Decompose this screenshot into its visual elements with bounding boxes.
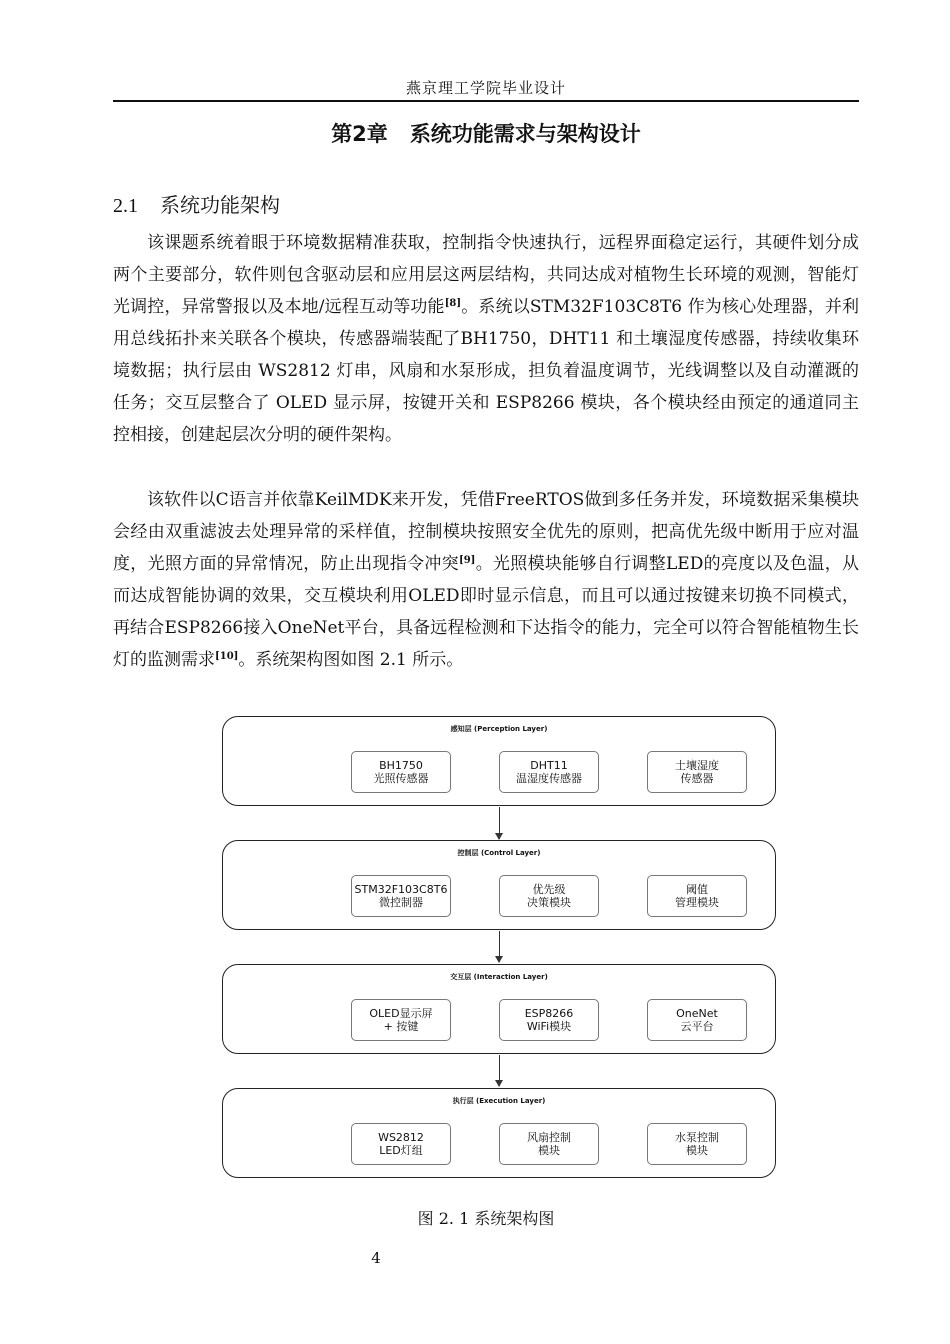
module-line: WS2812	[378, 1131, 424, 1144]
module-line: 管理模块	[675, 896, 719, 909]
module-box	[499, 1123, 599, 1165]
section-heading	[113, 189, 280, 218]
module-line: OLED显示屏	[369, 1007, 433, 1020]
module-box	[647, 999, 747, 1041]
architecture-diagram	[222, 716, 778, 1178]
module-box	[499, 875, 599, 917]
module-line: STM32F103C8T6	[354, 883, 448, 896]
module-line: DHT11	[530, 759, 568, 772]
section-number: 2.1	[113, 195, 138, 217]
header-rule	[113, 100, 859, 102]
citation-ref: [10]	[215, 651, 239, 662]
layer-title: 感知层 (Perception Layer)	[450, 725, 548, 733]
module-line: 光照传感器	[373, 772, 429, 785]
module-line: OneNet	[676, 1007, 718, 1020]
layer-interaction	[222, 964, 776, 1054]
module-line: 阈值	[686, 883, 708, 896]
body-paragraph-2	[113, 484, 859, 676]
chapter-title	[113, 118, 859, 148]
module-line: 微控制器	[379, 896, 423, 909]
chapter-name: 系统功能需求与架构设计	[409, 122, 641, 146]
layer-title: 交互层 (Interaction Layer)	[450, 973, 548, 981]
module-box	[351, 999, 451, 1041]
layer-title: 执行层 (Execution Layer)	[452, 1097, 546, 1105]
module-box	[647, 875, 747, 917]
module-line: 模块	[538, 1144, 560, 1157]
layer-title: 控制层 (Control Layer)	[457, 849, 541, 857]
module-line: 风扇控制	[527, 1131, 571, 1144]
module-line: WiFi模块	[526, 1020, 572, 1033]
paragraph-text: 。光照模块能够自行调整LED的亮度以及色温，从而达成智能协调的效果，交互模块利用OLED即时显示信息，而且可以通过按键来切换不同模式，再结合ESP8266接入OneNet平台，具备远程检测和下达指令的能力，完全可以符合智能植物生长灯的监测需求	[113, 554, 860, 670]
module-box	[351, 875, 451, 917]
module-line: 云平台	[680, 1020, 714, 1033]
paragraph-text: 该课题系统着眼于环境数据精准获取，控制指令快速执行，远程界面稳定运行，其硬件划分成两个主要部分，软件则包含驱动层和应用层这两层结构，共同达成对植物生长环境的观测，智能灯光调控，异常警报以及本地/远程互动等功能	[113, 233, 859, 317]
module-box	[499, 751, 599, 793]
layer-perception	[222, 716, 776, 806]
module-line: 决策模块	[527, 896, 571, 909]
module-box	[647, 751, 747, 793]
paragraph-text: 。系统架构图如图 2.1 所示。	[238, 650, 464, 670]
figure-caption: 图 2. 1 系统架构图	[417, 1209, 555, 1228]
layer-control	[222, 840, 776, 930]
paragraph-text: 。系统以STM32F103C8T6 作为核心处理器，并利用总线拓扑来关联各个模块，传感器端装配了BH1750，DHT11 和土壤湿度传感器，持续收集环境数据；执行层由 WS2812 灯串，风扇和水泵形成，担负着温度调节，光线调整以及自动灌溉的任务；交互层整合了 OLED 显示屏，按键开关和 ESP8266 模块，各个模块经由预定的通道同主控相接，创建起层次分明的硬件架构。	[113, 297, 859, 445]
module-line: LED灯组	[379, 1144, 423, 1157]
body-paragraph-1	[113, 227, 859, 451]
module-line: 传感器	[680, 772, 714, 785]
flow-arrow	[499, 931, 500, 962]
module-line: BH1750	[379, 759, 423, 772]
layer-execution	[222, 1088, 776, 1178]
module-line: 温湿度传感器	[516, 772, 582, 785]
module-line: 模块	[686, 1144, 708, 1157]
module-box	[647, 1123, 747, 1165]
paragraph-text: 该软件以C语言并依靠KeilMDK来开发，凭借FreeRTOS做到多任务并发，环境数据采集模块会经由双重滤波去处理异常的采样值，控制模块按照安全优先的原则，把高优先级中断用于应对温度，光照方面的异常情况，防止出现指令冲突	[113, 490, 859, 574]
chapter-number: 第2章	[331, 122, 388, 146]
module-box	[499, 999, 599, 1041]
module-box	[351, 751, 451, 793]
module-line: 土壤湿度	[675, 759, 719, 772]
page-number: 4	[371, 1249, 381, 1267]
citation-ref: [9]	[458, 555, 476, 566]
flow-arrow	[499, 807, 500, 839]
flow-arrow	[499, 1055, 500, 1086]
section-title: 系统功能架构	[160, 193, 280, 217]
module-line: + 按键	[383, 1020, 419, 1033]
citation-ref: [8]	[444, 298, 462, 309]
module-line: 水泵控制	[675, 1131, 719, 1144]
module-line: 优先级	[532, 883, 566, 896]
module-box	[351, 1123, 451, 1165]
module-line: ESP8266	[524, 1007, 574, 1020]
running-header: 燕京理工学院毕业设计	[405, 79, 566, 97]
